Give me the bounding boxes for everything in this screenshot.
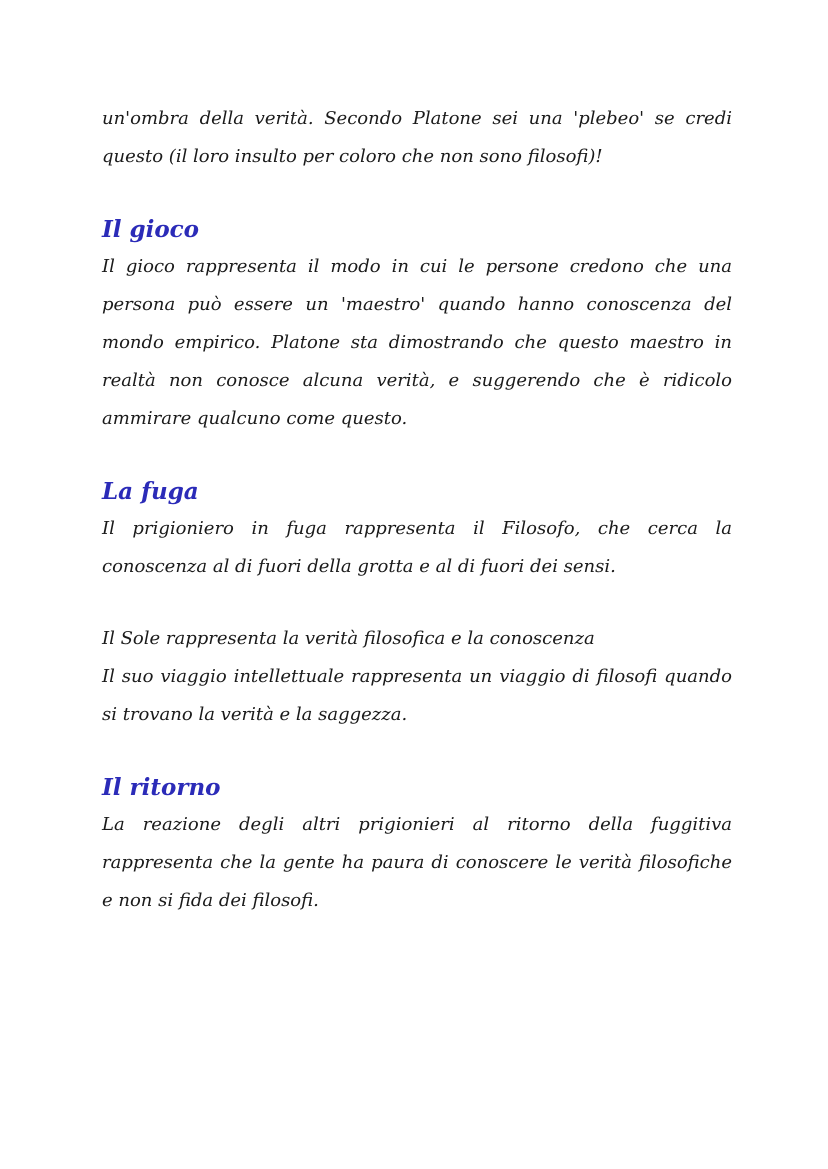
spacer xyxy=(102,438,732,474)
spacer xyxy=(102,586,732,620)
fuga-paragraph-3: Il suo viaggio intellettuale rappresenta un viaggio di filosofi quando si trovano la verità e la saggezza. xyxy=(102,666,732,725)
spacer xyxy=(102,734,732,770)
intro-paragraph: un'ombra della verità. Secondo Platone sei una 'plebeo' se credi questo (il loro insulto per coloro che non sono filosofi)! xyxy=(102,108,732,167)
section-heading-gioco: Il gioco xyxy=(102,216,200,243)
document-content xyxy=(102,100,732,920)
spacer xyxy=(102,176,732,212)
fuga-paragraph-1: Il prigioniero in fuga rappresenta il Filosofo, che cerca la conoscenza al di fuori della grotta e al di fuori dei sensi. xyxy=(102,518,732,577)
section-heading-ritorno: Il ritorno xyxy=(102,774,221,801)
ritorno-paragraph: La reazione degli altri prigionieri al ritorno della fuggitiva rappresenta che la gente ha paura di conoscere le verità filosofiche e non si fida dei filosofi. xyxy=(102,814,732,911)
section-heading-fuga: La fuga xyxy=(102,478,199,505)
gioco-paragraph: Il gioco rappresenta il modo in cui le persone credono che una persona può essere un 'maestro' quando hanno conoscenza del mondo empirico. Platone sta dimostrando che questo maestro in realtà non conosce alcuna verità, e suggerendo che è ridicolo ammirare qualcuno come questo. xyxy=(102,256,732,429)
fuga-paragraph-2: Il Sole rappresenta la verità filosofica e la conoscenza xyxy=(102,628,595,649)
